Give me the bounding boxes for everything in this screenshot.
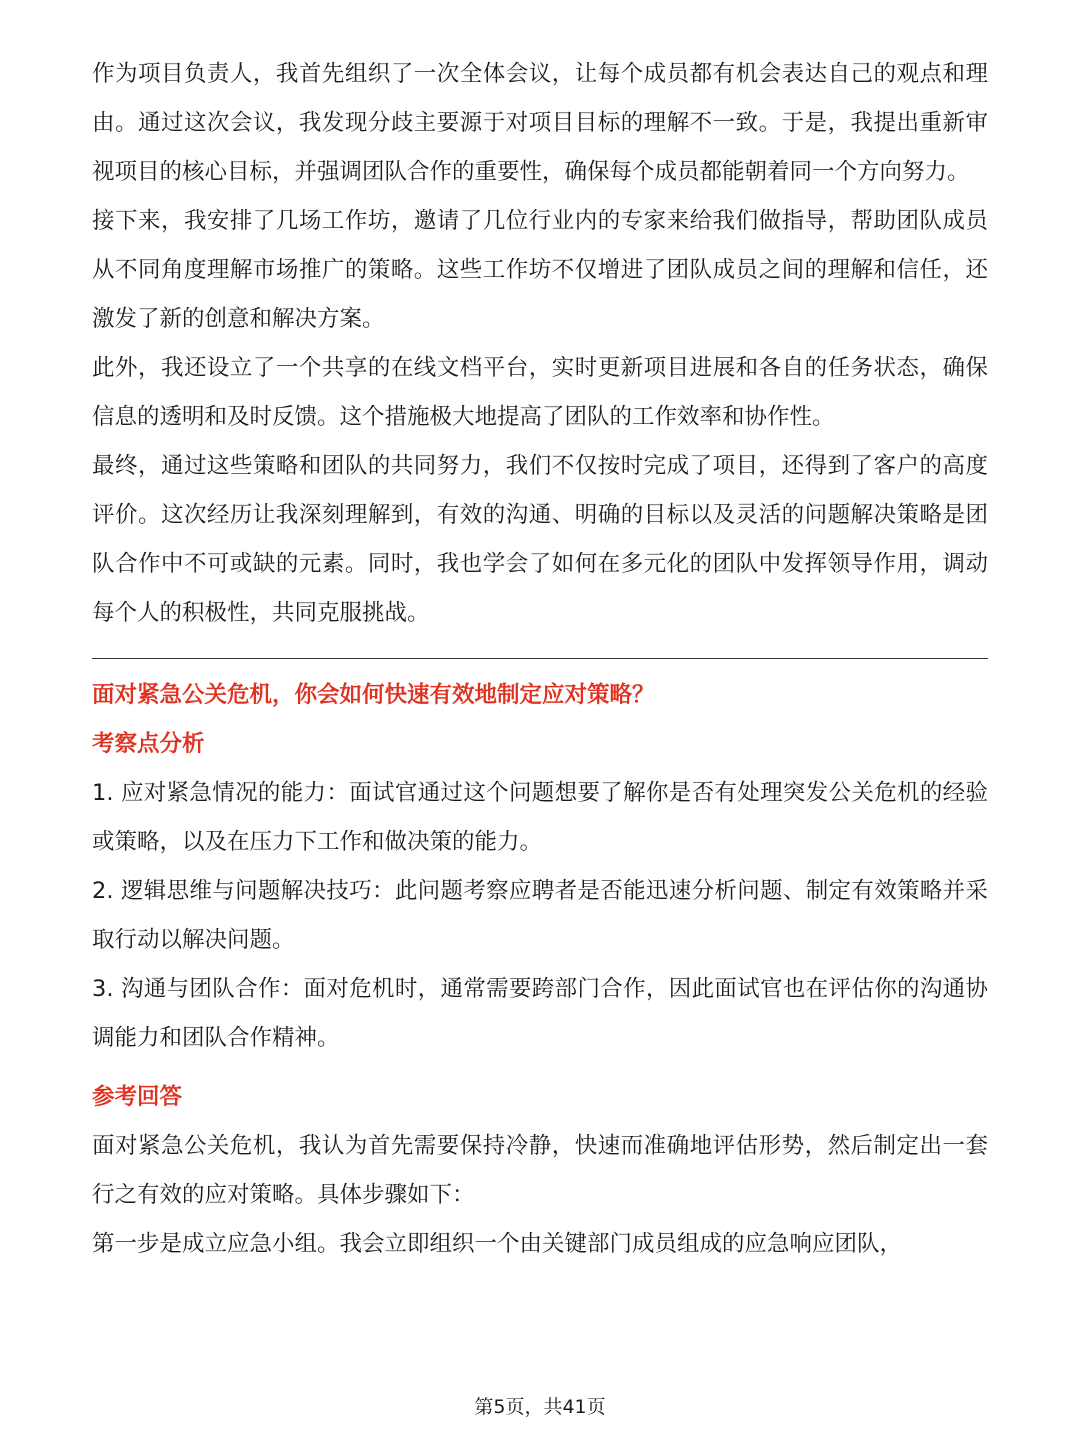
- answer-paragraph: 第一步是成立应急小组。我会立即组织一个由关键部门成员组成的应急响应团队，: [92, 1231, 903, 1257]
- analysis-heading: 考察点分析: [92, 731, 205, 757]
- answer-paragraph: 面对紧急公关危机，我认为首先需要保持冷静，快速而准确地评估形势，然后制定出一套行之有效的应对策略。具体步骤如下：: [92, 1133, 988, 1208]
- document-page: [92, 50, 988, 1269]
- body-paragraph: 最终，通过这些策略和团队的共同努力，我们不仅按时完成了项目，还得到了客户的高度评价。这次经历让我深刻理解到，有效的沟通、明确的目标以及灵活的问题解决策略是团队合作中不可或缺的元素。同时，我也学会了如何在多元化的团队中发挥领导作用，调动每个人的积极性，共同克服挑战。: [92, 453, 988, 626]
- page-indicator: 第5页，共41页: [474, 1396, 606, 1418]
- body-paragraph: 作为项目负责人，我首先组织了一次全体会议，让每个成员都有机会表达自己的观点和理由。通过这次会议，我发现分歧主要源于对项目目标的理解不一致。于是，我提出重新审视项目的核心目标，并强调团队合作的重要性，确保每个成员都能朝着同一个方向努力。: [92, 61, 988, 185]
- question-title: 面对紧急公关危机，你会如何快速有效地制定应对策略？: [92, 682, 655, 708]
- body-paragraph: 接下来，我安排了几场工作坊，邀请了几位行业内的专家来给我们做指导，帮助团队成员从不同角度理解市场推广的策略。这些工作坊不仅增进了团队成员之间的理解和信任，还激发了新的创意和解决方案。: [92, 208, 988, 332]
- analysis-point: 2. 逻辑思维与问题解决技巧：此问题考察应聘者是否能迅速分析问题、制定有效策略并采取行动以解决问题。: [92, 878, 988, 953]
- section-divider: [92, 658, 988, 659]
- body-paragraph: 此外，我还设立了一个共享的在线文档平台，实时更新项目进展和各自的任务状态，确保信息的透明和及时反馈。这个措施极大地提高了团队的工作效率和协作性。: [92, 355, 988, 430]
- analysis-point: 3. 沟通与团队合作：面对危机时，通常需要跨部门合作，因此面试官也在评估你的沟通协调能力和团队合作精神。: [92, 976, 988, 1051]
- analysis-point: 1. 应对紧急情况的能力：面试官通过这个问题想要了解你是否有处理突发公关危机的经验或策略，以及在压力下工作和做决策的能力。: [92, 780, 988, 855]
- answer-heading: 参考回答: [92, 1084, 183, 1110]
